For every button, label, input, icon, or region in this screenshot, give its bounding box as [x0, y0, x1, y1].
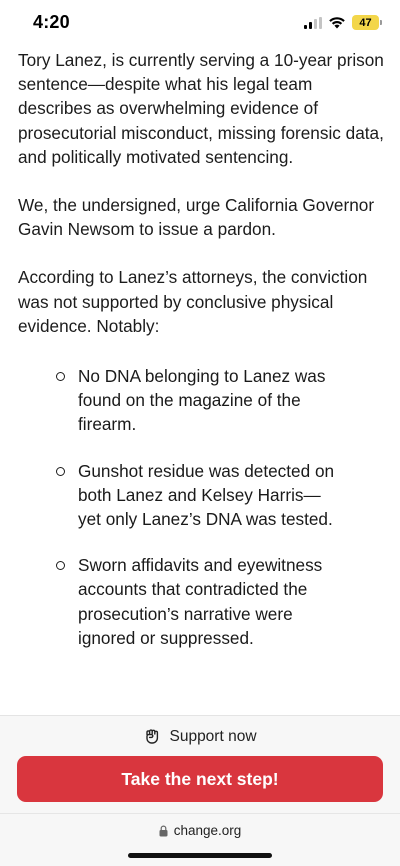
status-bar [0, 0, 400, 46]
cellular-signal-icon [304, 17, 322, 29]
fist-icon [143, 728, 161, 746]
circle-bullet-icon [56, 561, 65, 570]
petition-body [18, 48, 386, 672]
lock-icon [159, 825, 168, 837]
circle-bullet-icon [56, 372, 65, 381]
petition-paragraph: According to Lanez’s attorneys, the conviction was not supported by conclusive physical evidence. Notably: [18, 267, 368, 336]
list-item-text: No DNA belonging to Lanez was found on the magazine of the firearm. [78, 366, 326, 435]
support-now-label: Support now [169, 728, 257, 745]
list-item [56, 553, 336, 650]
list-item-text: Gunshot residue was detected on both Lanez and Kelsey Harris—yet only Lanez’s DNA was tested. [78, 460, 335, 530]
wifi-icon [328, 16, 346, 29]
take-next-step-button[interactable]: Take the next step! [17, 756, 383, 802]
list-item [56, 459, 336, 532]
support-now-link[interactable] [0, 728, 400, 746]
action-panel [0, 715, 400, 813]
url-text: change.org [173, 823, 242, 838]
evidence-list [56, 364, 336, 650]
home-indicator[interactable] [128, 853, 272, 858]
url-display[interactable] [0, 823, 400, 838]
status-time: 4:20 [33, 12, 70, 32]
battery-level: 47 [352, 15, 379, 30]
circle-bullet-icon [56, 467, 65, 476]
status-icons [304, 15, 382, 30]
battery-icon [352, 15, 382, 30]
list-item [56, 364, 336, 437]
petition-paragraph: Tory Lanez, is currently serving a 10-year prison sentence—despite what his legal team describes as overwhelming evidence of prosecutorial misconduct, missing forensic data, and politically motivated sentencing. [18, 50, 384, 167]
browser-url-bar[interactable] [0, 813, 400, 866]
petition-paragraph: We, the undersigned, urge California Governor Gavin Newsom to issue a pardon. [18, 195, 375, 240]
list-item-text: Sworn affidavits and eyewitness accounts that contradicted the prosecution’s narrative were ignored or suppressed. [78, 555, 323, 648]
